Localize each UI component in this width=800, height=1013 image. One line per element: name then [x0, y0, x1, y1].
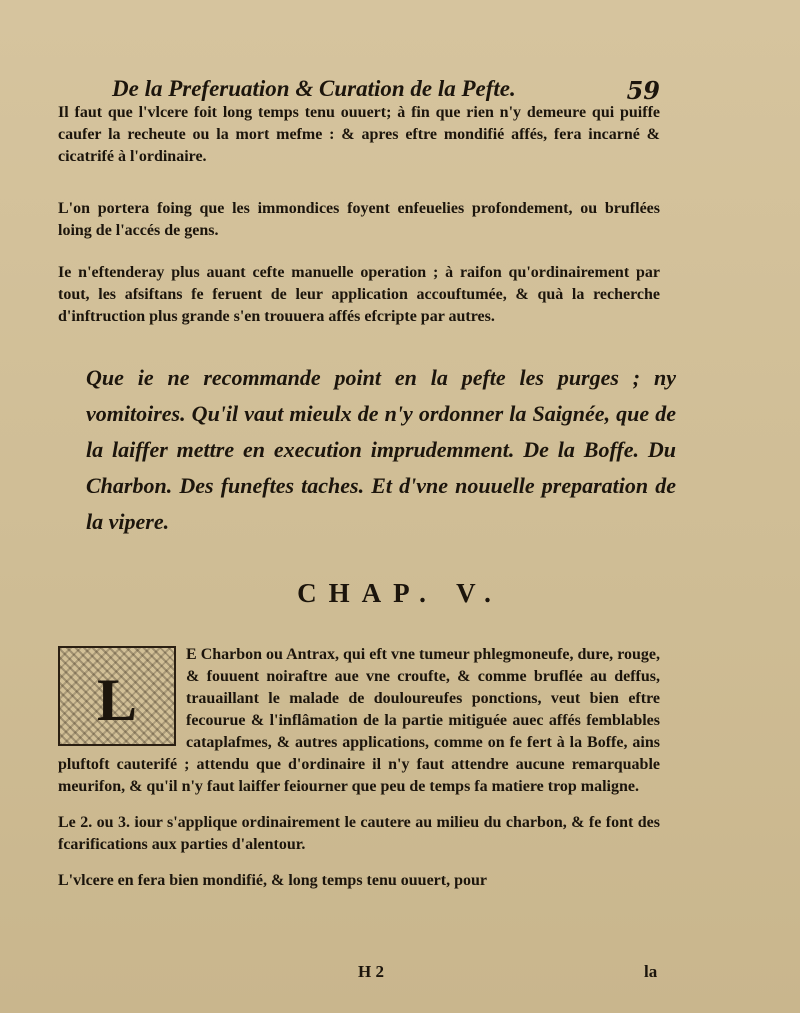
catchword: la: [644, 962, 658, 981]
chapter-first-paragraph: E Charbon ou Antrax, qui eft vne tumeur phlegmoneufe, dure, rouge, & fouuent noiraftre aue vne croufte, & comme bruflée au deffus, trauaillant le malade de douloureufes ponctions, veut bien eftre fecourue & l'inflâmation de la partie mitiguée auec affés femblables cataplafmes, & autres applications, comme on fe fert à la Boffe, ains pluftoft cauterifé ; attendu que d'ordinaire il n'y faut attendre aucune remarquable meurifon, & qu'il n'y faut laiffer feiourner que peu de temps fa matiere trop maligne.: [58, 646, 660, 795]
section-heading: Que ie ne recommande point en la pefte les purges ; ny vomitoires. Qu'il vaut mieulx de n'y ordonner la Saignée, que de la laiffer mettre en execution imprudemment. De la Boffe. Du Charbon. Des funeftes taches. Et d'vne nouuelle preparation de la vipere.: [86, 365, 676, 534]
chapter-body: [58, 644, 660, 892]
signature-mark: H 2: [358, 962, 384, 981]
paragraph-2: L'on portera foing que les immondices foyent enfeuelies profondement, ou bruflées loing de l'accés de gens.: [58, 200, 660, 239]
chapter-paragraph-3: L'vlcere en fera bien mondifié, & long temps tenu ouuert, pour: [58, 872, 488, 889]
drop-cap-letter: L: [96, 667, 138, 733]
decorated-initial: [58, 646, 176, 746]
running-title: De la Preferuation & Curation de la Pefte.: [112, 76, 516, 101]
chapter-paragraph-2: Le 2. ou 3. iour s'applique ordinairement le cautere au milieu du charbon, & fe font des fcarifications aux parties d'alentour.: [58, 814, 660, 853]
page-number: 59: [626, 76, 660, 105]
paragraph-3: Ie n'eftenderay plus auant cefte manuelle operation ; à raifon qu'ordinairement par tout, les afsiftans fe feruent de leur application accouftumée, & quà la recherche d'inftruction plus grande s'en trouuera affés efcripte par autres.: [58, 264, 660, 325]
chapter-title: CHAP. V.: [297, 578, 503, 608]
page-footer: [0, 962, 800, 992]
paragraph-1: Il faut que l'vlcere foit long temps tenu ouuert; à fin que rien n'y demeure qui puiffe caufer la recheute ou la mort mefme : & apres eftre mondifié affés, fera incarné & cicatrifé à l'ordinaire.: [58, 104, 660, 165]
